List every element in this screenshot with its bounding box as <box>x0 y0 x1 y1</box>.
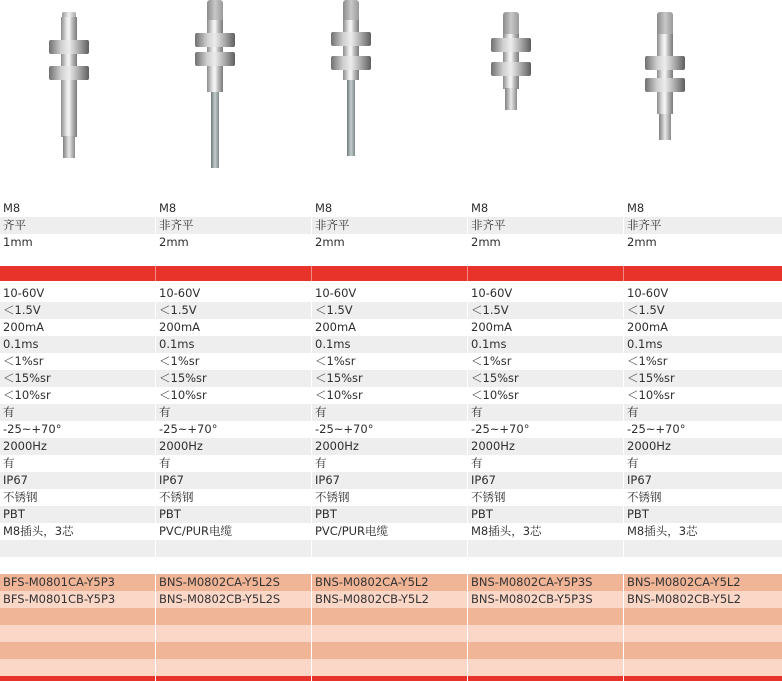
product-photo-row <box>0 0 782 200</box>
sensor-cable-icon <box>190 0 240 170</box>
spec-cell: M8 <box>156 200 312 217</box>
spec-cell: 2mm <box>312 234 468 251</box>
spec-cell: 200mA <box>0 319 156 336</box>
model-cell: BNS-M0802CB-Y5L2 <box>312 591 468 608</box>
spec-cell: M8插头，3芯 <box>468 523 624 540</box>
spec-cell: PVC/PUR电缆 <box>312 523 468 540</box>
spec-cell: 2000Hz <box>0 438 156 455</box>
spec-table <box>0 200 782 681</box>
spec-cell: ＜1%sr <box>312 353 468 370</box>
spec-cell: 有 <box>0 404 156 421</box>
spec-cell: IP67 <box>0 472 156 489</box>
spec-cell: ＜15%sr <box>468 370 624 387</box>
spec-cell: PBT <box>468 506 624 523</box>
spec-cell: M8插头，3芯 <box>624 523 782 540</box>
spec-cell: IP67 <box>468 472 624 489</box>
spec-cell: -25~+70° <box>312 421 468 438</box>
spec-cell: 不锈钢 <box>312 489 468 506</box>
spec-cell: IP67 <box>156 472 312 489</box>
spec-row-hysteresis <box>0 370 782 387</box>
spec-cell: ＜1.5V <box>156 302 312 319</box>
spec-cell: 有 <box>312 455 468 472</box>
sensor-connector-icon <box>640 12 690 152</box>
spec-row-short-protect <box>0 404 782 421</box>
spec-cell: M8 <box>312 200 468 217</box>
spec-cell: 0.1ms <box>468 336 624 353</box>
spec-row-temp-drift <box>0 387 782 404</box>
spec-cell: 200mA <box>624 319 782 336</box>
spec-row-frequency <box>0 438 782 455</box>
spec-cell: -25~+70° <box>624 421 782 438</box>
spec-cell: ＜10%sr <box>624 387 782 404</box>
spec-cell: 0.1ms <box>312 336 468 353</box>
model-cell: BNS-M0802CB-Y5P3S <box>468 591 624 608</box>
spec-cell: IP67 <box>312 472 468 489</box>
spec-row-distance <box>0 234 782 251</box>
model-row-b <box>0 591 782 608</box>
spec-cell: -25~+70° <box>0 421 156 438</box>
spec-cell: ＜10%sr <box>0 387 156 404</box>
spec-row-voltage <box>0 285 782 302</box>
spec-cell: PBT <box>156 506 312 523</box>
spec-cell: ＜1.5V <box>624 302 782 319</box>
spec-cell: ＜1%sr <box>156 353 312 370</box>
spec-cell: 10-60V <box>468 285 624 302</box>
spec-cell: -25~+70° <box>156 421 312 438</box>
model-row-a <box>0 574 782 591</box>
spec-row-face <box>0 506 782 523</box>
spec-cell: 0.1ms <box>624 336 782 353</box>
spec-cell: ＜15%sr <box>156 370 312 387</box>
spec-row-mount <box>0 217 782 234</box>
red-divider-row <box>0 266 782 281</box>
spec-row-current <box>0 319 782 336</box>
spec-cell: 有 <box>468 404 624 421</box>
model-cell: BNS-M0802CA-Y5L2 <box>312 574 468 591</box>
spec-cell: PVC/PUR电缆 <box>156 523 312 540</box>
spec-cell: -25~+70° <box>468 421 624 438</box>
spec-cell: 2000Hz <box>312 438 468 455</box>
spec-cell: ＜1.5V <box>312 302 468 319</box>
spec-cell: 2000Hz <box>156 438 312 455</box>
spec-cell: 有 <box>312 404 468 421</box>
empty-model-row <box>0 642 782 659</box>
spec-cell: 有 <box>624 404 782 421</box>
spec-group-electrical <box>0 285 782 540</box>
spec-cell: 0.1ms <box>0 336 156 353</box>
spec-row-ip <box>0 472 782 489</box>
spec-cell: 有 <box>156 455 312 472</box>
empty-model-row <box>0 625 782 642</box>
blank-row <box>0 557 782 574</box>
spec-cell: M8插头，3芯 <box>0 523 156 540</box>
empty-model-row <box>0 659 782 676</box>
model-cell: BFS-M0801CB-Y5P3 <box>0 591 156 608</box>
spec-cell: ＜15%sr <box>0 370 156 387</box>
spec-cell: 不锈钢 <box>156 489 312 506</box>
spec-cell: 非齐平 <box>624 217 782 234</box>
spec-cell: M8 <box>624 200 782 217</box>
empty-model-row <box>0 608 782 625</box>
red-divider-row <box>0 676 782 681</box>
spec-cell: ＜1%sr <box>0 353 156 370</box>
spec-row-temp <box>0 421 782 438</box>
model-cell: BNS-M0802CB-Y5L2S <box>156 591 312 608</box>
spec-cell: 200mA <box>468 319 624 336</box>
spec-cell: 齐平 <box>0 217 156 234</box>
spec-cell: ＜10%sr <box>468 387 624 404</box>
sensor-flush-connector-icon <box>44 12 94 182</box>
spec-cell: M8 <box>468 200 624 217</box>
spec-row-size <box>0 200 782 217</box>
spec-cell: ＜1%sr <box>468 353 624 370</box>
spec-cell: 2000Hz <box>624 438 782 455</box>
spec-row-response <box>0 336 782 353</box>
spec-cell: PBT <box>624 506 782 523</box>
model-cell: BNS-M0802CB-Y5L2 <box>624 591 782 608</box>
spec-cell: 非齐平 <box>468 217 624 234</box>
spec-cell: ＜10%sr <box>312 387 468 404</box>
spec-row-repeat <box>0 353 782 370</box>
spec-row-reverse-protect <box>0 455 782 472</box>
spec-cell: IP67 <box>624 472 782 489</box>
spec-cell: 2000Hz <box>468 438 624 455</box>
spec-cell: PBT <box>312 506 468 523</box>
spec-cell: 10-60V <box>624 285 782 302</box>
spec-cell: 200mA <box>312 319 468 336</box>
spec-cell: 10-60V <box>312 285 468 302</box>
spec-cell: 不锈钢 <box>624 489 782 506</box>
spec-row-connection <box>0 523 782 540</box>
spec-cell: 0.1ms <box>156 336 312 353</box>
spec-cell: ＜15%sr <box>624 370 782 387</box>
spec-cell: PBT <box>0 506 156 523</box>
model-cell: BFS-M0801CA-Y5P3 <box>0 574 156 591</box>
spec-row-housing <box>0 489 782 506</box>
spec-cell: 不锈钢 <box>468 489 624 506</box>
model-cell: BNS-M0802CA-Y5L2S <box>156 574 312 591</box>
spec-cell: 有 <box>0 455 156 472</box>
spec-cell: 2mm <box>624 234 782 251</box>
spec-cell: 非齐平 <box>312 217 468 234</box>
spec-cell: 不锈钢 <box>0 489 156 506</box>
spec-cell: ＜1.5V <box>0 302 156 319</box>
spec-cell: 有 <box>156 404 312 421</box>
spec-cell: ＜1%sr <box>624 353 782 370</box>
spec-cell: ＜15%sr <box>312 370 468 387</box>
spec-cell: 10-60V <box>0 285 156 302</box>
spec-cell: 1mm <box>0 234 156 251</box>
spec-cell: ＜10%sr <box>156 387 312 404</box>
sensor-short-connector-icon <box>486 12 536 112</box>
spec-cell: 非齐平 <box>156 217 312 234</box>
model-cell: BNS-M0802CA-Y5P3S <box>468 574 624 591</box>
spec-cell: 10-60V <box>156 285 312 302</box>
spec-cell: 2mm <box>468 234 624 251</box>
spec-cell: 有 <box>624 455 782 472</box>
spacer-row <box>0 251 782 266</box>
spec-cell: 2mm <box>156 234 312 251</box>
spec-cell: M8 <box>0 200 156 217</box>
blank-row <box>0 540 782 557</box>
sensor-cable-icon <box>326 0 376 160</box>
spec-cell: 有 <box>468 455 624 472</box>
spec-cell: 200mA <box>156 319 312 336</box>
model-cell: BNS-M0802CA-Y5L2 <box>624 574 782 591</box>
spec-row-voltage-drop <box>0 302 782 319</box>
spec-cell: ＜1.5V <box>468 302 624 319</box>
